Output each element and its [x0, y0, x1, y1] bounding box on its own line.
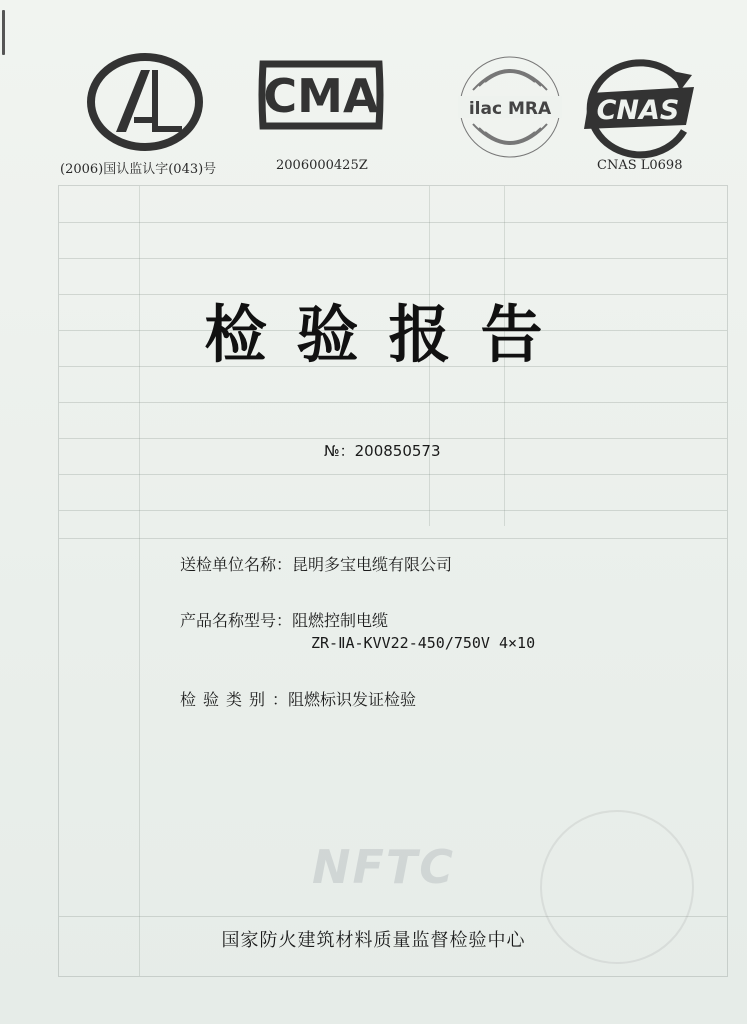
- cnas-accreditation-logo-icon: [580, 53, 700, 163]
- cal-certificate-code: (2006)国认监认字(043)号: [60, 162, 217, 177]
- product-value: 阻燃控制电缆: [292, 611, 389, 630]
- inspection-type-label: 检验类别: [180, 690, 273, 709]
- product-field: [180, 608, 388, 631]
- cma-metrology-logo-icon: [257, 60, 385, 130]
- binding-edge: [2, 10, 5, 55]
- cnas-certificate-code: CNAS L0698: [597, 158, 683, 173]
- inspection-type-field: [180, 687, 416, 710]
- cma-logo-text: CMA: [263, 69, 379, 123]
- inspection-type-colon: ：: [272, 690, 289, 709]
- client-value: 昆明多宝电缆有限公司: [292, 555, 453, 574]
- product-label: 产品名称型号：: [180, 611, 293, 630]
- ilac-mra-logo-icon: [455, 52, 565, 162]
- report-number: №：200850573: [324, 442, 441, 460]
- show-through-watermark: NFTC: [312, 840, 456, 894]
- cnas-logo-text: CNAS: [596, 95, 680, 126]
- cma-certificate-code: 2006000425Z: [276, 158, 368, 173]
- client-label: 送检单位名称：: [180, 555, 293, 574]
- issuing-organization: 国家防火建筑材料质量监督检验中心: [221, 930, 526, 951]
- ilac-logo-text: ilac MRA: [468, 99, 552, 119]
- product-model-value: ZR-ⅡA-KVV22-450/750V 4×10: [311, 634, 536, 652]
- cal-certification-logo-icon: [86, 50, 204, 154]
- client-field: [180, 552, 452, 575]
- inspection-type-value: 阻燃标识发证检验: [288, 690, 417, 709]
- report-title: 检验报告: [204, 298, 573, 371]
